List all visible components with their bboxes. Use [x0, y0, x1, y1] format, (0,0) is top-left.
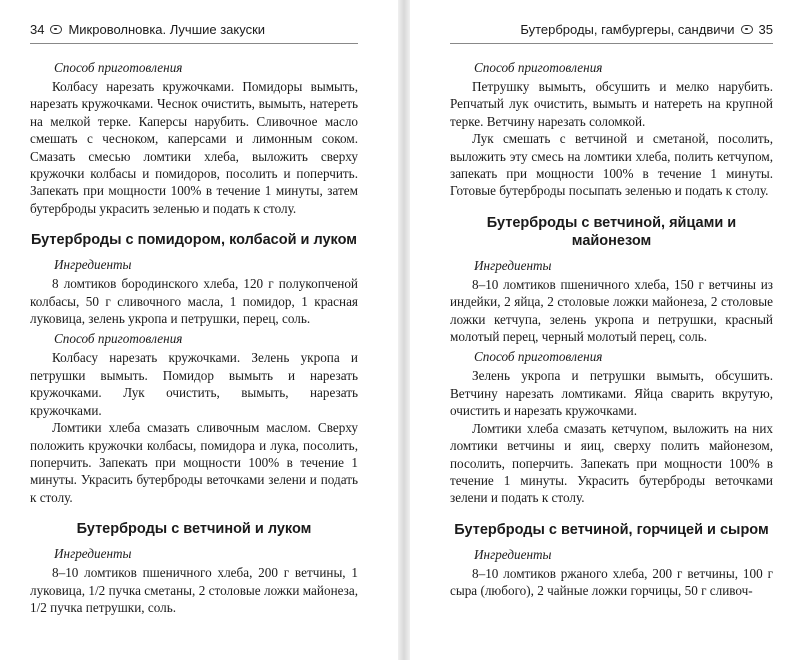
paragraph: Петрушку вымыть, обсушить и мелко нарубить. Репчатый лук очистить, вымыть и натереть на крупной терке. Ветчину нарезать соломкой.: [450, 79, 773, 129]
section-subheading: Способ приготовления: [474, 60, 603, 75]
section-subheading: Ингредиенты: [474, 257, 552, 273]
right-page: [410, 0, 803, 660]
section-subheading: Способ приготовления: [54, 60, 183, 75]
section-subheading: Ингредиенты: [474, 546, 552, 562]
left-page-number: 34: [30, 22, 45, 37]
left-running-title: Микроволновка. Лучшие закуски: [68, 22, 266, 37]
right-page-number: 35: [758, 22, 773, 37]
recipe-title: Бутерброды с ветчиной, горчицей и сыром: [454, 521, 769, 538]
recipe-title: Бутерброды с ветчиной, яйцами и майонезом: [486, 214, 737, 249]
paragraph: Колбасу нарезать кружочками. Зелень укропа и петрушки вымыть. Помидор вымыть и нарезать кружочками. Лук очистить, вымыть, нарезать кружочками.: [30, 350, 358, 418]
recipe-title: Бутерброды с помидором, колбасой и луком: [30, 232, 358, 249]
paragraph: 8–10 ломтиков пшеничного хлеба, 150 г ветчины из индейки, 2 яйца, 2 столовые ложки майонеза, 2 столовые ложки кетчупа, зелень укропа и петрушки, красный молотый перец, черный молотый перец, соль.: [450, 276, 773, 345]
section-subheading: Ингредиенты: [54, 546, 132, 562]
paragraph: 8–10 ломтиков пшеничного хлеба, 200 г ветчины, 1 луковица, 1/2 пучка сметаны, 2 столовые ложки майонеза, 1/2 пучка петрушки, соль.: [30, 565, 358, 615]
recipe-title: Бутерброды с ветчиной и луком: [76, 521, 312, 538]
microwave-icon: [741, 25, 753, 34]
right-running-title: Бутерброды, гамбургеры, сандвичи: [520, 22, 735, 37]
microwave-icon: [50, 25, 62, 34]
section-subheading: Способ приготовления: [474, 349, 603, 365]
paragraph: Колбасу нарезать кружочками. Помидоры вымыть, нарезать кружочками. Чеснок очистить, вымыть, натереть на мелкой терке. Каперсы нарубить. Сливочное масло смешать с чесноком, каперсами и лимонным соком. Смазать смесью ломтики хлеба, выложить сверху кружочки колбасы и помидоров, посолить и поперчить. Запекать при мощности 100% в течение 1 минуты, затем бутерброды украсить зеленью и подать к столу.: [30, 79, 358, 216]
paragraph: Лук смешать с ветчиной и сметаной, посолить, выложить эту смесь на ломтики хлеба, полить кетчупом, запекать при мощности 100% в течение 1 минуты. Готовые бутерброды посыпать зеленью и подать к столу.: [450, 131, 773, 199]
section-subheading: Способ приготовления: [54, 331, 183, 347]
left-running-head: [30, 0, 358, 44]
right-running-head: [450, 0, 773, 44]
left-page: [0, 0, 398, 660]
paragraph: Ломтики хлеба смазать сливочным маслом. Сверху положить кружочки колбасы, помидора и лука, посолить, поперчить. Запекать при мощности 100% в течение 1 минуты. Украсить бутерброды веточками зелени и подать к столу.: [30, 420, 358, 505]
paragraph: 8 ломтиков бородинского хлеба, 120 г полукопченой колбасы, 50 г сливочного масла, 1 помидор, 1 красная луковица, зелень укропа и петрушки, перец, соль.: [30, 276, 358, 327]
book-spine: [398, 0, 410, 660]
paragraph: 8–10 ломтиков ржаного хлеба, 200 г ветчины, 100 г сыра (любого), 2 чайные ложки горчицы, 50 г сливоч-: [450, 565, 773, 599]
paragraph: Зелень укропа и петрушки вымыть, обсушить. Ветчину нарезать ломтиками. Яйца сварить вкрутую, очистить и нарезать кружочками.: [450, 368, 773, 419]
paragraph: Ломтики хлеба смазать кетчупом, выложить на них ломтики ветчины и яиц, сверху полить майонезом, посолить, поперчить. Запекать при мощности 100% в течение 1 минуты. Украсить бутерброды веточками зелени и подать к столу.: [450, 420, 773, 506]
section-subheading: Ингредиенты: [54, 257, 132, 273]
